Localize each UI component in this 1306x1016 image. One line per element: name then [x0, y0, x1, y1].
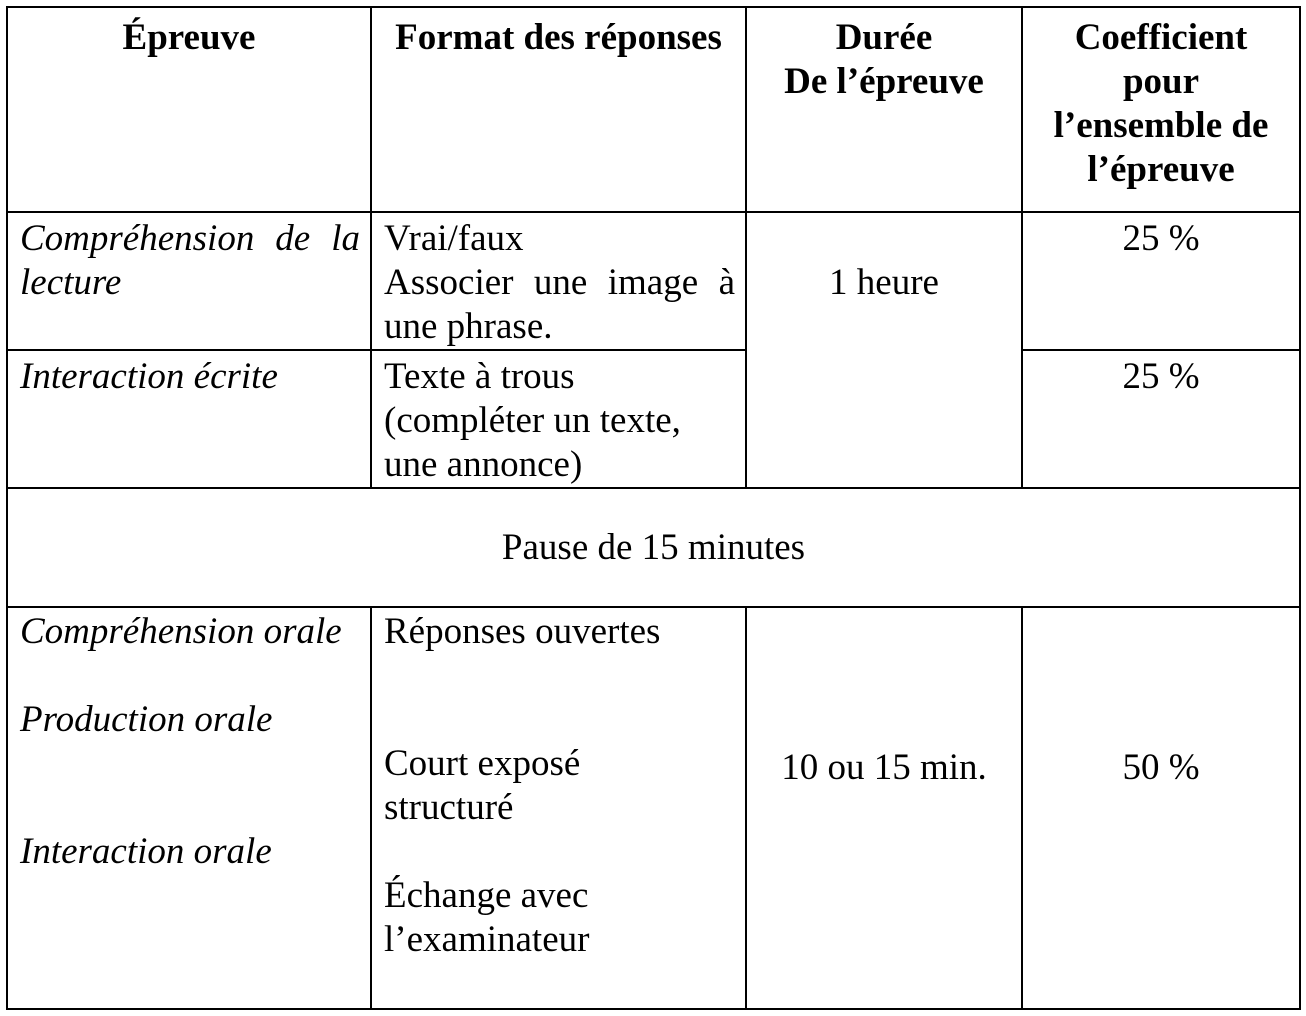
cell-duree: 10 ou 15 min.	[746, 607, 1022, 1009]
table-row	[7, 212, 1300, 350]
header-epreuve: Épreuve	[7, 7, 371, 212]
cell-epreuve: Compréhension de la lecture	[7, 212, 371, 350]
table-row	[7, 350, 1300, 488]
header-coefficient: Coefficient pour l’ensemble de l’épreuve	[1022, 7, 1300, 212]
cell-format: Texte à trous (compléter un texte, une annonce)	[371, 350, 746, 488]
cell-coefficient: 50 %	[1022, 607, 1300, 1009]
cell-coefficient: 25 %	[1022, 350, 1300, 488]
exam-structure-table	[6, 6, 1301, 1010]
header-format: Format des réponses	[371, 7, 746, 212]
cell-format: Réponses ouvertes Court exposé structuré Échange avec l’examinateur	[371, 607, 746, 1009]
header-duree: Durée De l’épreuve	[746, 7, 1022, 212]
cell-pause: Pause de 15 minutes	[7, 488, 1300, 607]
pause-row	[7, 488, 1300, 607]
cell-duree: 1 heure	[746, 212, 1022, 488]
cell-epreuve: Compréhension orale Production orale Interaction orale	[7, 607, 371, 1009]
cell-format: Vrai/faux Associer une image à une phrase.	[371, 212, 746, 350]
cell-epreuve: Interaction écrite	[7, 350, 371, 488]
cell-coefficient: 25 %	[1022, 212, 1300, 350]
table-row	[7, 607, 1300, 1009]
header-row	[7, 7, 1300, 212]
